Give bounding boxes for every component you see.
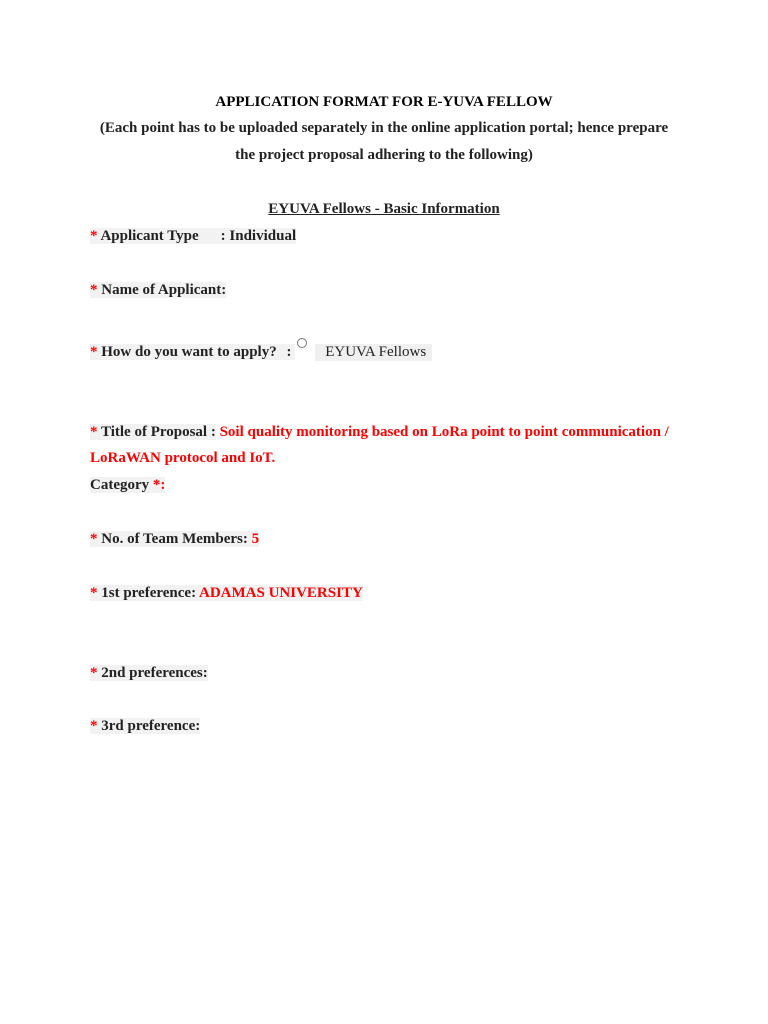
second-preference-field bbox=[90, 665, 208, 682]
apply-mode-label: How do you want to apply? bbox=[101, 344, 277, 360]
second-preference-label: 2nd preferences: bbox=[101, 665, 208, 681]
team-members-label: No. of Team Members: bbox=[101, 531, 248, 547]
team-members-field bbox=[90, 531, 259, 548]
required-marker: * bbox=[90, 585, 98, 601]
title-of-proposal-label: Title of Proposal : bbox=[100, 424, 216, 440]
name-of-applicant-label: Name of Applicant: bbox=[101, 282, 227, 298]
category-colon: : bbox=[160, 477, 166, 493]
applicant-type-label: Applicant Type bbox=[100, 228, 199, 244]
category-field bbox=[90, 477, 165, 494]
document-title: APPLICATION FORMAT FOR E-YUVA FELLOW bbox=[215, 94, 553, 110]
required-marker: * bbox=[90, 424, 98, 440]
first-preference-value: ADAMAS UNIVERSITY bbox=[199, 585, 363, 601]
required-marker: * bbox=[90, 344, 98, 360]
radio-button[interactable] bbox=[297, 338, 307, 348]
first-preference-field bbox=[90, 585, 363, 602]
applicant-type-field bbox=[90, 228, 296, 245]
applicant-type-value: : Individual bbox=[220, 228, 297, 244]
required-marker: * bbox=[90, 665, 98, 681]
apply-mode-field bbox=[90, 344, 432, 361]
apply-mode-option[interactable]: EYUVA Fellows bbox=[315, 344, 432, 361]
instruction-line-2: the project proposal adhering to the following) bbox=[235, 147, 533, 163]
section-title: EYUVA Fellows - Basic Information bbox=[268, 201, 500, 217]
apply-mode-separator: : bbox=[286, 344, 292, 360]
required-marker: * bbox=[90, 718, 98, 734]
instruction-line-1: (Each point has to be uploaded separately in the online application portal; hence prepare bbox=[99, 120, 669, 136]
name-of-applicant-field bbox=[90, 282, 226, 299]
third-preference-field bbox=[90, 718, 200, 735]
category-label: Category bbox=[90, 477, 150, 493]
first-preference-label: 1st preference: bbox=[101, 585, 197, 601]
team-members-value: 5 bbox=[251, 531, 260, 547]
title-of-proposal-value: Soil quality monitoring based on LoRa point to point communication / LoRaWAN protocol and IoT. bbox=[90, 424, 669, 466]
title-of-proposal-field bbox=[90, 419, 690, 471]
required-marker: * bbox=[90, 531, 98, 547]
required-marker: * bbox=[90, 282, 98, 298]
third-preference-label: 3rd preference: bbox=[101, 718, 201, 734]
required-marker: * bbox=[90, 228, 98, 244]
required-marker: * bbox=[152, 477, 161, 493]
